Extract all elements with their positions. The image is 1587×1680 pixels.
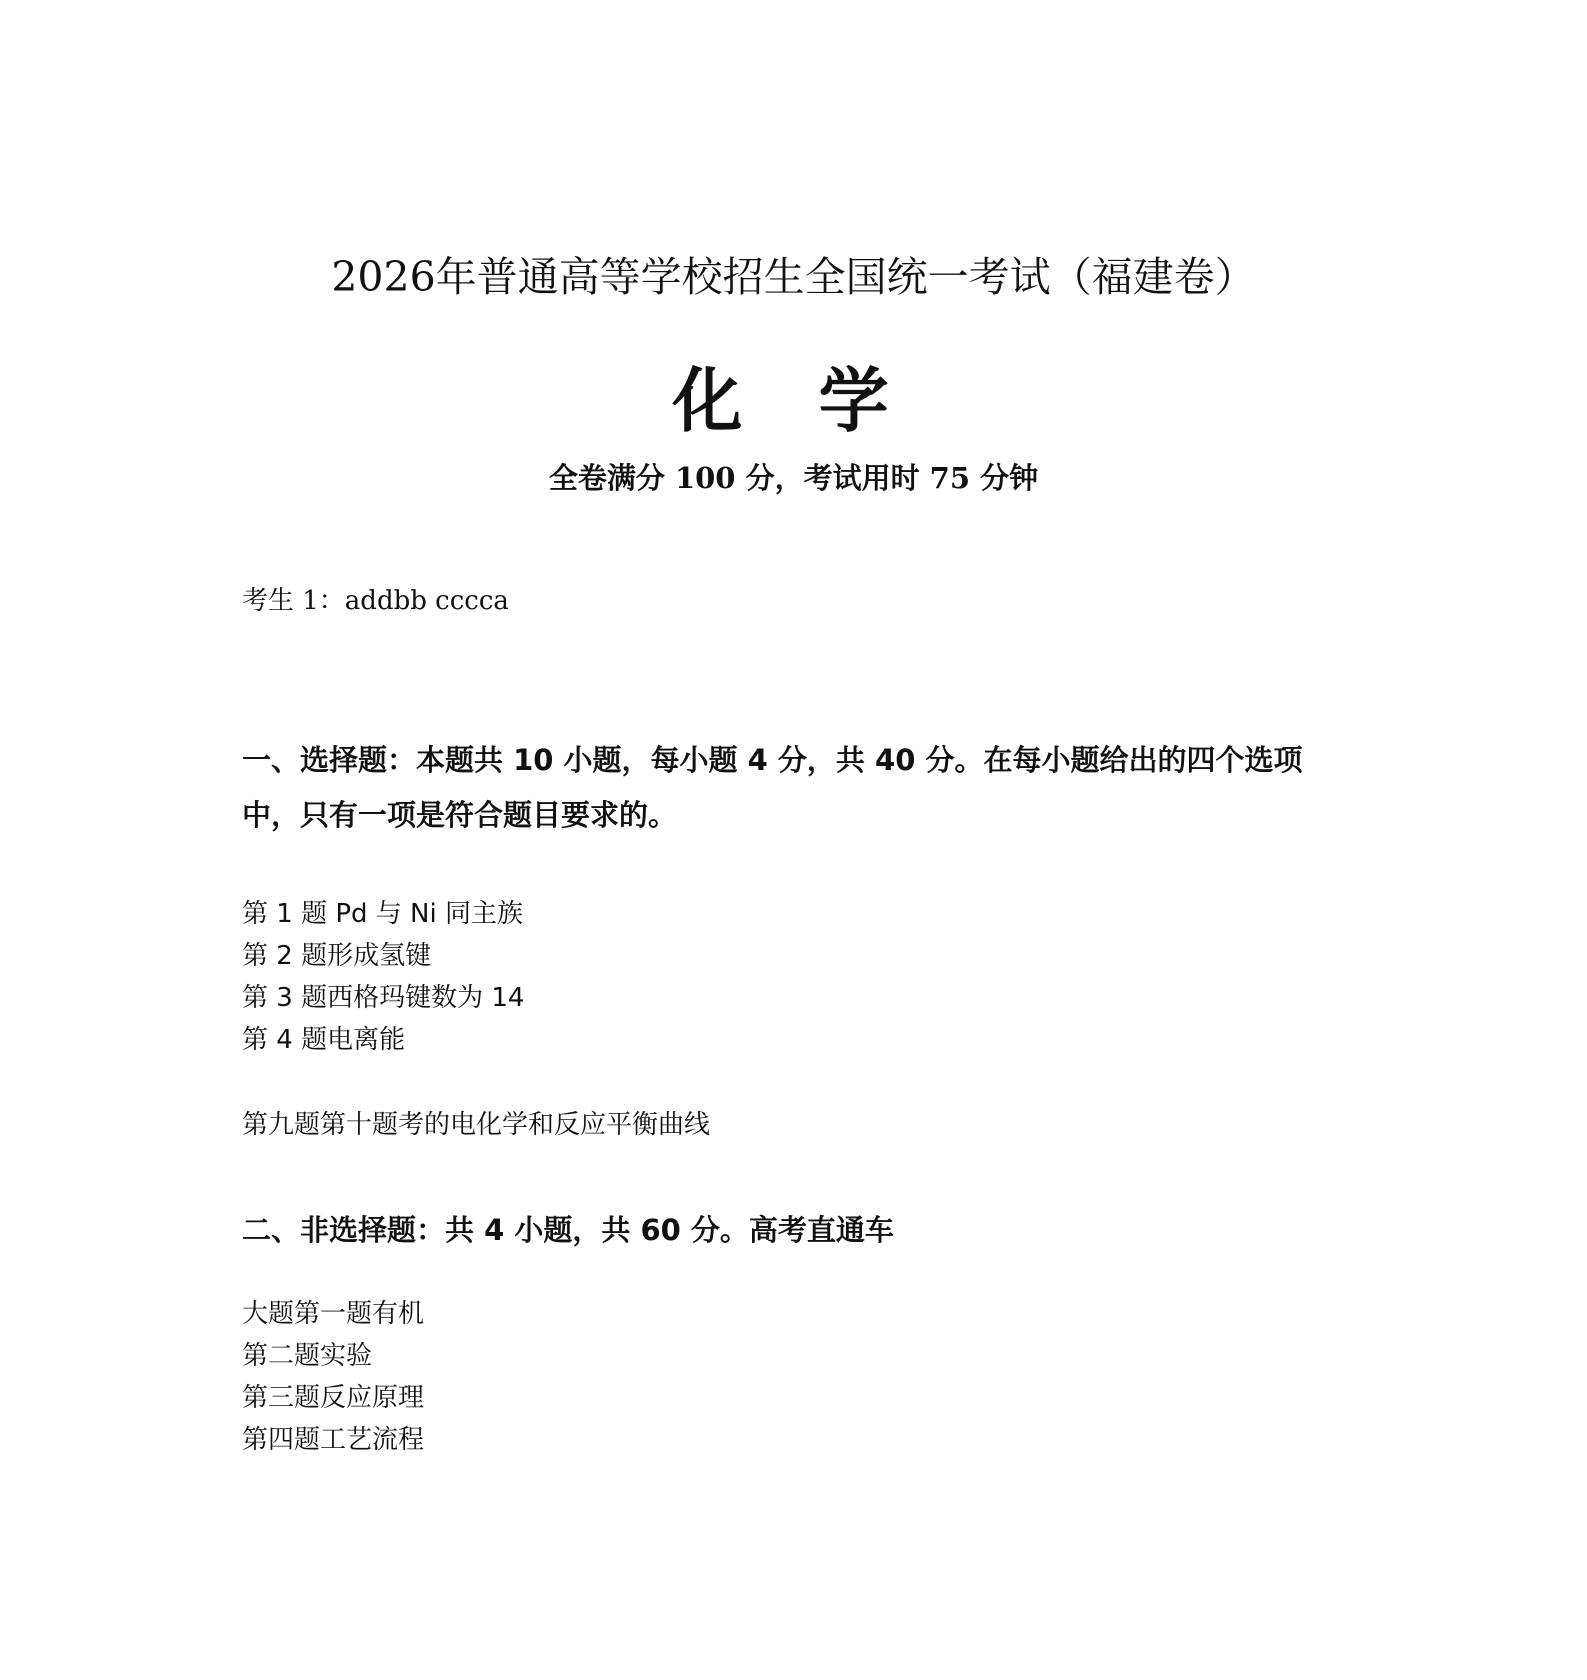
list-item: 第 1 题 Pd 与 Ni 同主族 [242, 899, 523, 929]
section-1-item-list [242, 893, 524, 1061]
list-item: 大题第一题有机 [242, 1299, 425, 1329]
list-item: 第二题实验 [242, 1341, 373, 1371]
candidate-answer-line: 考生 1：addbb ccccа [242, 586, 509, 616]
section-1-heading: 一、选择题：本题共 10 小题，每小题 4 分，共 40 分。在每小题给出的四个选项中，只有一项是符合题目要求的。 [242, 743, 1303, 832]
list-item: 第四题工艺流程 [242, 1425, 425, 1455]
list-item: 第 2 题形成氢键 [242, 941, 432, 971]
list-item: 第 3 题西格玛键数为 14 [242, 983, 525, 1013]
section-1-note: 第九题第十题考的电化学和反应平衡曲线 [242, 1110, 711, 1140]
subject-title: 化 学 [672, 359, 915, 442]
section-2-heading: 二、非选择题：共 4 小题，共 60 分。高考直通车 [242, 1213, 894, 1247]
list-item: 第三题反应原理 [242, 1383, 425, 1413]
exam-info: 全卷满分 100 分，考试用时 75 分钟 [548, 461, 1039, 495]
list-item: 第 4 题电离能 [242, 1025, 406, 1055]
exam-title: 2026年普通高等学校招生全国统一考试（福建卷） [331, 253, 1256, 301]
section-2-item-list [242, 1293, 424, 1461]
